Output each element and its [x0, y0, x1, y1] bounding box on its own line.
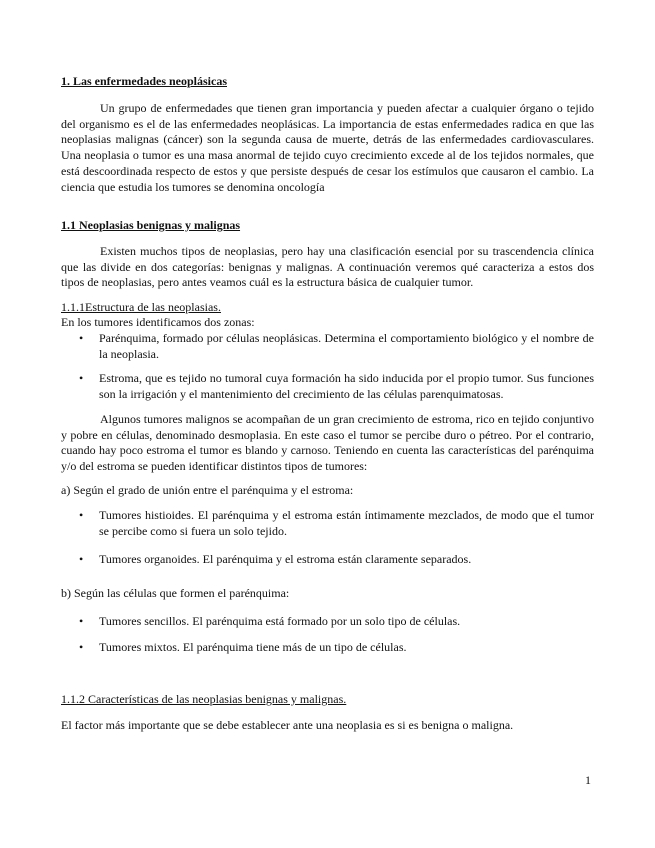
- section-heading-1: 1. Las enfermedades neoplásicas: [61, 74, 227, 88]
- bullet-icon: •: [79, 508, 84, 522]
- list-item: [61, 552, 594, 568]
- desmoplasia-paragraph: Algunos tumores malignos se acompañan de un gran crecimiento de estroma, rico en tejido conjuntivo y pobre en células, denominado desmoplasia. En este caso el tumor se percibe duro o pétreo. Por el contrario, cuando hay poco estroma el tumor es blando y carnoso. Teniendo en cuenta las características del parénquima y/o del estroma se pueden identificar distintos tipos de tumores:: [61, 412, 594, 474]
- page-number: 1: [585, 773, 591, 787]
- list-item: [61, 614, 594, 630]
- subsection-heading-1-1-2: 1.1.2 Características de las neoplasias benignas y malignas.: [61, 692, 347, 706]
- group-b-label: b) Según las células que formen el parénquima:: [61, 586, 290, 600]
- list-item-text: Parénquima, formado por células neoplásicas. Determina el comportamiento biológico y el nombre de la neoplasia.: [99, 331, 594, 361]
- section-1-1-2-paragraph: El factor más importante que se debe establecer ante una neoplasia es si es benigna o maligna.: [61, 718, 514, 732]
- list-item-text: Tumores organoides. El parénquima y el estroma están claramente separados.: [99, 552, 472, 566]
- section-1-1-paragraph: Existen muchos tipos de neoplasias, pero hay una clasificación esencial por su trascendencia clínica que las divide en dos categorías: benignas y malignas. A continuación veremos qué caracteriza a estos dos tipos de neoplasias, pero antes veamos cuál es la estructura básica de cualquier tumor.: [61, 244, 594, 290]
- list-item: [61, 640, 594, 656]
- list-item: [61, 371, 594, 402]
- list-item-text: Tumores sencillos. El parénquima está formado por un solo tipo de células.: [99, 614, 461, 628]
- group-a-label: a) Según el grado de unión entre el parénquima y el estroma:: [61, 483, 354, 497]
- bullet-icon: •: [79, 640, 84, 654]
- section-heading-1-1: 1.1 Neoplasias benignas y malignas: [61, 218, 241, 232]
- bullet-icon: •: [79, 331, 84, 345]
- bullet-icon: •: [79, 614, 84, 628]
- list-item-text: Tumores mixtos. El parénquima tiene más de un tipo de células.: [99, 640, 407, 654]
- list-item-text: Tumores histioides. El parénquima y el estroma están íntimamente mezclados, de modo que el tumor se percibe como si fuera un solo tejido.: [99, 508, 594, 538]
- zones-intro: En los tumores identificamos dos zonas:: [61, 315, 255, 329]
- bullet-icon: •: [79, 552, 84, 566]
- section-1-paragraph: Un grupo de enfermedades que tienen gran importancia y pueden afectar a cualquier órgano o tejido del organismo es el de las enfermedades neoplásicas. La importancia de estas enfermedades radica en que las neoplasias malignas (cáncer) son la segunda causa de muerte, detrás de las enfermedades cardiovasculares. Una neoplasia o tumor es una masa anormal de tejido cuyo crecimiento excede al de los tejidos normales, que está descoordinada respecto de estos y que persiste después de cesar los estímulos que causaron el cambio. La ciencia que estudia los tumores se denomina oncología: [61, 101, 594, 194]
- list-item: [61, 508, 594, 539]
- bullet-icon: •: [79, 371, 84, 385]
- list-item: [61, 331, 594, 362]
- list-item-text: Estroma, que es tejido no tumoral cuya formación ha sido inducida por el propio tumor. Sus funciones son la irrigación y el mantenimiento del crecimiento de las células parenquimatosas.: [99, 371, 594, 401]
- subsection-heading-1-1-1: 1.1.1Estructura de las neoplasias.: [61, 300, 221, 314]
